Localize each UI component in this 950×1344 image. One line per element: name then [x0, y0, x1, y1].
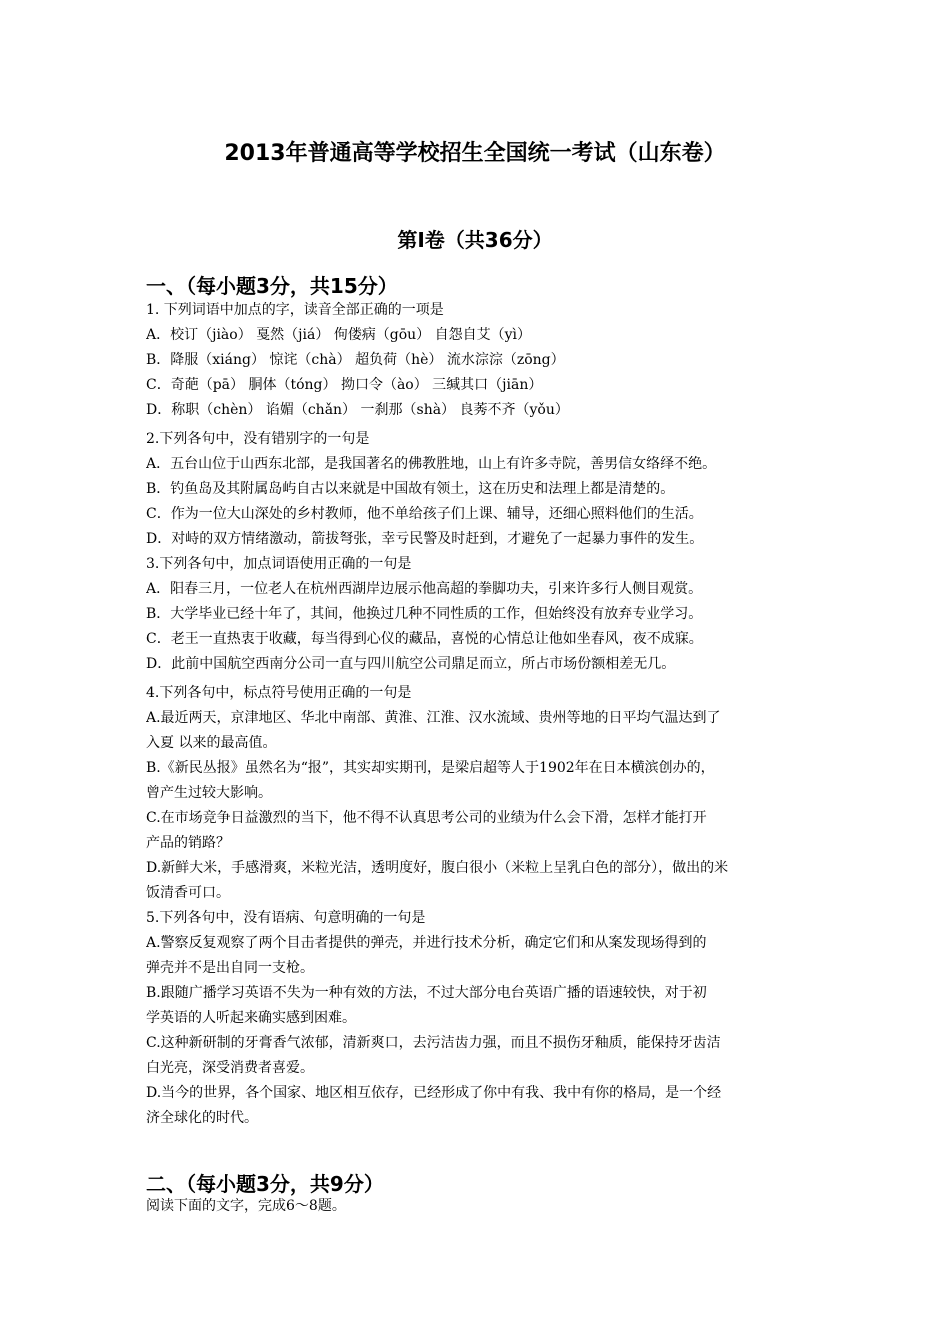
question-1: [146, 298, 814, 423]
option-d-line-1: D.当今的世界，各个国家、地区相互依存，已经形成了你中有我、我中有你的格局，是一个经: [146, 1085, 722, 1101]
option-b: B．钓鱼岛及其附属岛屿自古以来就是中国故有领土，这在历史和法理上都是清楚的。: [146, 481, 675, 497]
option-c: C．奇葩（pā） 胴体（tóng） 拗口令（ào） 三缄其口（jiān）: [146, 377, 543, 393]
question-stem: 4.下列各句中，标点符号使用正确的一句是: [146, 685, 412, 701]
volume-title: 第Ⅰ卷（共36分）: [397, 228, 553, 252]
option-b-line-1: B.《新民丛报》虽然名为“报”，其实却实期刊，是梁启超等人于1902年在日本横滨创办的，: [146, 760, 715, 776]
option-a-line-2: 弹壳并不是出自同一支枪。: [146, 960, 314, 976]
section-2-heading: 二、（每小题3分，共9分）: [146, 1172, 384, 1196]
section-2-intro: 阅读下面的文字，完成6～8题。: [146, 1198, 346, 1214]
option-a-line-2: 入夏 以来的最高值。: [146, 735, 277, 751]
option-c-line-2: 白光亮，深受消费者喜爱。: [146, 1060, 314, 1076]
option-a: A．五台山位于山西东北部，是我国著名的佛教胜地，山上有许多寺院，善男信女络绎不绝。: [146, 456, 717, 472]
question-2: [146, 427, 814, 552]
option-a-line-1: A.警察反复观察了两个目击者提供的弹壳，并进行技术分析，确定它们和从案发现场得到的: [146, 935, 707, 951]
option-a: A．阳春三月，一位老人在杭州西湖岸边展示他高超的拳脚功夫，引来许多行人侧目观赏。: [146, 581, 703, 597]
exam-title: 2013年普通高等学校招生全国统一考试（山东卷）: [224, 141, 726, 166]
option-b-line-2: 曾产生过较大影响。: [146, 785, 272, 801]
option-c-line-1: C.这种新研制的牙膏香气浓郁，清新爽口，去污洁齿力强，而且不损伤牙釉质，能保持牙齿洁: [146, 1035, 721, 1051]
option-c-line-2: 产品的销路？: [146, 835, 230, 851]
option-d: D．此前中国航空西南分公司一直与四川航空公司鼎足而立，所占市场份额相差无几。: [146, 656, 676, 672]
question-stem: 3.下列各句中，加点词语使用正确的一句是: [146, 556, 412, 572]
option-c-line-1: C.在市场竞争日益激烈的当下，他不得不认真思考公司的业绩为什么会下滑，怎样才能打开: [146, 810, 707, 826]
option-d: D．对峙的双方情绪激动，箭拔弩张，幸亏民警及时赶到，才避免了一起暴力事件的发生。: [146, 531, 704, 547]
question-4: [146, 681, 814, 906]
question-stem: 1. 下列词语中加点的字，读音全部正确的一项是: [146, 302, 444, 318]
option-b: B．大学毕业已经十年了，其间，他换过几种不同性质的工作，但始终没有放弃专业学习。: [146, 606, 703, 622]
option-b-line-2: 学英语的人听起来确实感到困难。: [146, 1010, 356, 1026]
section-2-body: [146, 1194, 814, 1219]
option-b-line-1: B.跟随广播学习英语不失为一种有效的方法，不过大部分电台英语广播的语速较快，对于初: [146, 985, 707, 1001]
question-stem: 5.下列各句中，没有语病、句意明确的一句是: [146, 910, 426, 926]
section-1-heading: 一、（每小题3分，共15分）: [146, 274, 398, 298]
option-d-line-2: 饭清香可口。: [146, 885, 230, 901]
option-d-line-2: 济全球化的时代。: [146, 1110, 258, 1126]
section-1-body: [146, 298, 814, 1131]
option-a-line-1: A.最近两天，京津地区、华北中南部、黄淮、江淮、汉水流域、贵州等地的日平均气温达到了: [146, 710, 721, 726]
option-d-line-1: D.新鲜大米，手感滑爽，米粒光洁，透明度好，腹白很小（米粒上呈乳白色的部分），做出的米: [146, 860, 729, 876]
option-c: C．老王一直热衷于收藏，每当得到心仪的藏品，喜悦的心情总让他如坐春风，夜不成寐。: [146, 631, 703, 647]
option-d: D．称职（chèn） 谄媚（chǎn） 一刹那（shà） 良莠不齐（yǒu）: [146, 402, 569, 418]
option-a: A．校订（jiào） 戛然（jiá） 佝偻病（gōu） 自怨自艾（yì）: [146, 327, 532, 343]
question-5: [146, 906, 814, 1131]
question-stem: 2.下列各句中，没有错别字的一句是: [146, 431, 370, 447]
question-3: [146, 552, 814, 677]
option-b: B．降服（xiáng） 惊诧（chà） 超负荷（hè） 流水淙淙（zōng）: [146, 352, 565, 368]
option-c: C．作为一位大山深处的乡村教师，他不单给孩子们上课、辅导，还细心照料他们的生活。: [146, 506, 703, 522]
